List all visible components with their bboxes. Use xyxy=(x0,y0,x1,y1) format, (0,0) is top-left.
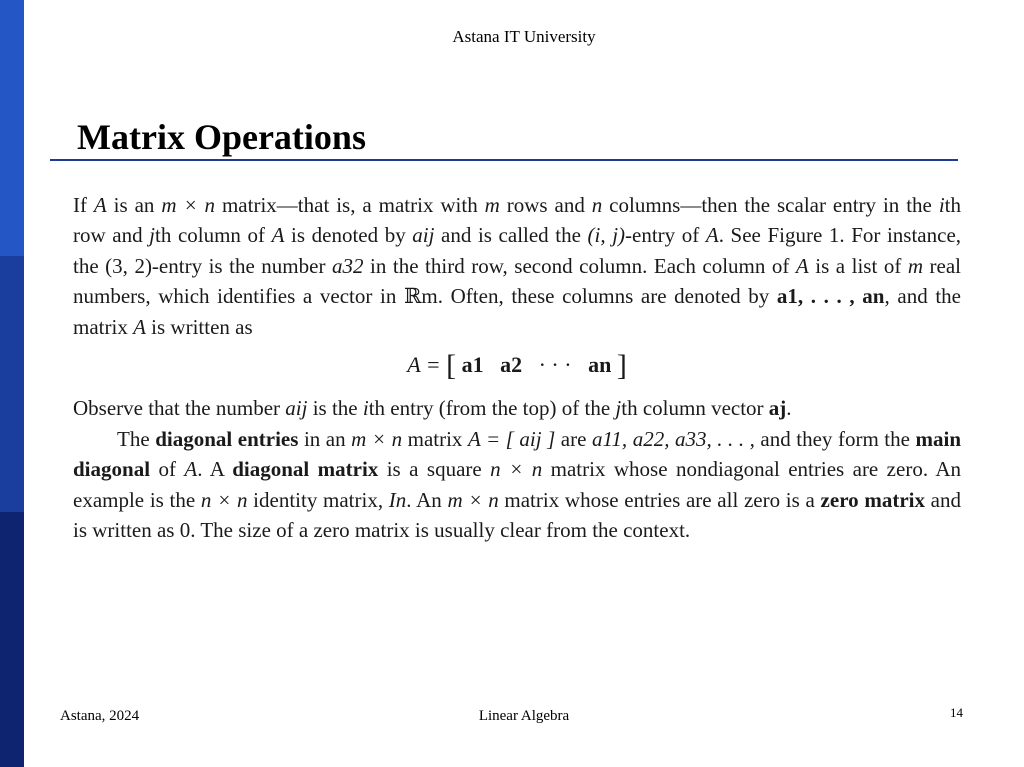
matrix-formula: A = [ a1 a2 · · · an ] xyxy=(407,349,627,383)
footer-location-year: Astana, 2024 xyxy=(60,708,140,724)
slide-title: Matrix Operations xyxy=(77,117,366,157)
paragraph-1: If A is an m × n matrix—that is, a matrix with m rows and n columns—then the scalar entry in the ith row and jth column of A is denoted by aij and is called the (i, j)-entry of A. See Figure 1. For instance, the (3, 2)-entry is the number a32 in the third row, second column. Each column of A is a list of m real numbers, which identifies a vector in ℝm. Often, these columns are denoted by a1, . . . , an, and the matrix A is written as xyxy=(73,193,962,339)
left-accent-bar xyxy=(0,0,24,767)
paragraph-3: The diagonal entries in an m × n matrix A = [ aij ] are a11, a22, a33, . . . , and they form the main diagonal of A. A diagonal matrix is a square n × n matrix whose nondiagonal entries are zero. An example is the n × n identity matrix, In. An m × n matrix whose entries are all zero is a zero matrix and is written as 0. The size of a zero matrix is usually clear from the context. xyxy=(73,426,962,543)
page-number: 14 xyxy=(950,705,963,720)
paragraph-2: Observe that the number aij is the ith entry (from the top) of the jth column vector aj. xyxy=(73,396,792,421)
accent-segment-top xyxy=(0,0,24,256)
title-underline xyxy=(50,159,958,161)
header-institution: Astana IT University xyxy=(452,27,596,46)
slide-content xyxy=(73,190,961,545)
footer-course-name: Linear Algebra xyxy=(478,708,570,724)
accent-segment-middle xyxy=(0,256,24,512)
accent-segment-bottom xyxy=(0,512,24,767)
